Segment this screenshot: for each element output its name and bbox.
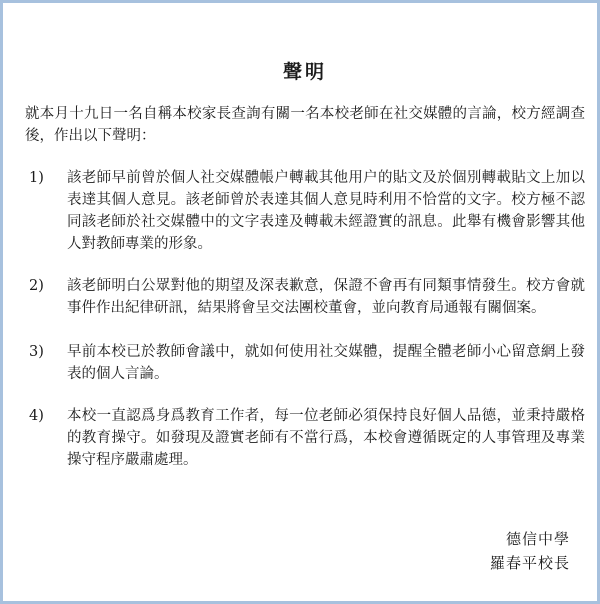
item-number: 2) xyxy=(29,278,44,294)
item-number: 4) xyxy=(29,408,44,424)
statement-item-2 xyxy=(25,275,585,319)
signature-principal: 羅春平校長 xyxy=(489,554,570,572)
statement-item-4 xyxy=(25,405,585,471)
item-text: 早前本校已於教師會議中，就如何使用社交媒體，提醒全體老師小心留意網上發表的個人言論。 xyxy=(67,344,585,382)
statement-item-1 xyxy=(25,167,585,255)
statement-item-3 xyxy=(25,341,585,385)
intro-paragraph: 就本月十九日一名自稱本校家長查詢有關一名本校老師在社交媒體的言論，校方經調查後，作出以下聲明： xyxy=(25,106,585,144)
item-text: 本校一直認爲身爲教育工作者，每一位老師必須保持良好個人品德，並秉持嚴格的教育操守。如發現及證實老師有不當行爲，本校會遵循既定的人事管理及專業操守程序嚴肅處理。 xyxy=(67,408,585,468)
item-text: 該老師早前曾於個人社交媒體帳户轉載其他用户的貼文及於個別轉載貼文上加以表達其個人意見。該老師曾於表達其個人意見時利用不恰當的文字。校方極不認同該老師於社交媒體中的文字表達及轉載未經證實的訊息。此舉有機會影響其他人對教師專業的形象。 xyxy=(67,170,585,252)
signature-school: 德信中學 xyxy=(505,530,570,548)
item-text: 該老師明白公眾對他的期望及深表歉意，保證不會再有同類事情發生。校方會就事件作出紀律研訊，結果將會呈交法團校董會，並向教育局通報有關個案。 xyxy=(67,278,585,316)
signature-block xyxy=(25,527,585,575)
item-number: 3) xyxy=(29,344,44,360)
item-number: 1) xyxy=(29,170,44,186)
statement-title: 聲明 xyxy=(282,61,327,83)
